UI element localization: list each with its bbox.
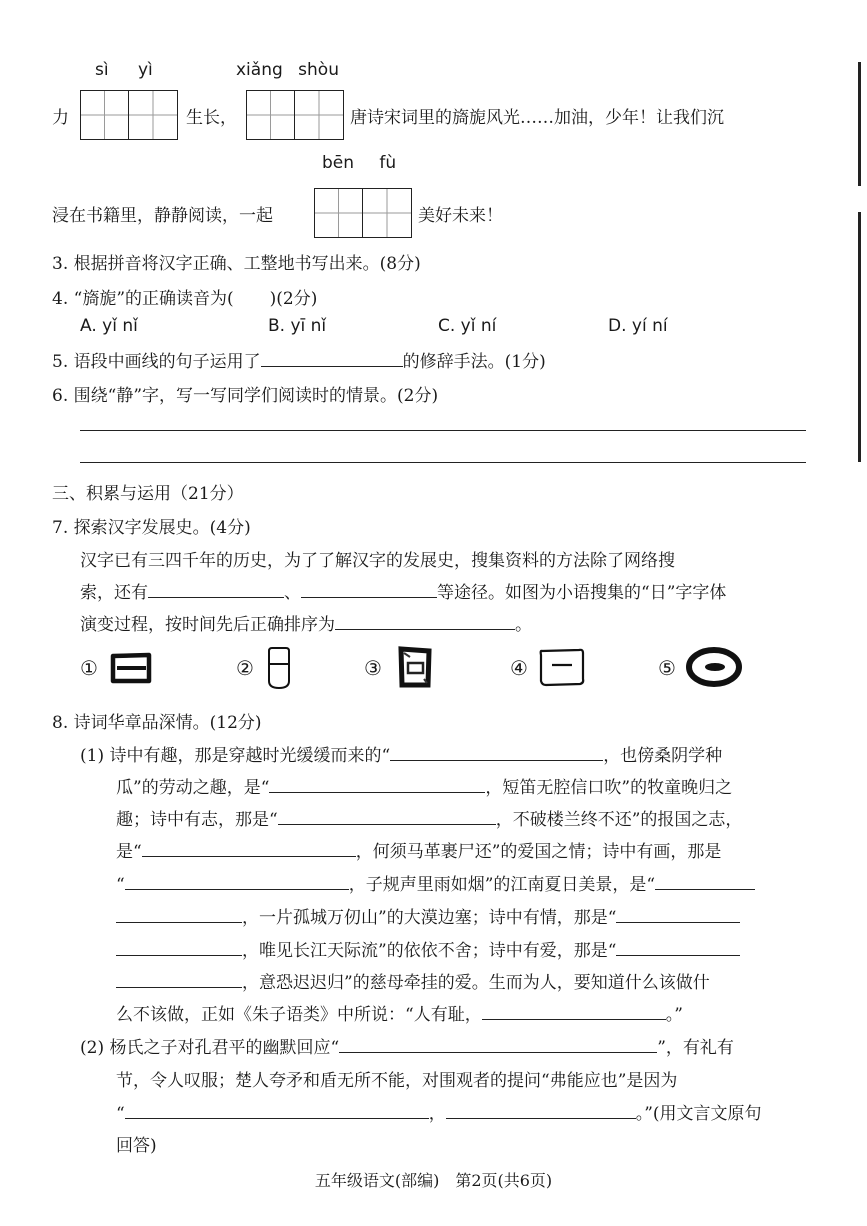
q8-text: ，一片孤城万仞山”的大漠边塞；诗中有情，那是“ [242, 908, 617, 928]
q8-blank[interactable] [125, 1100, 429, 1119]
question-5 [52, 347, 546, 372]
q8-text: ”，有礼有 [657, 1038, 734, 1058]
q8-text: ，子规声里雨如烟”的江南夏日美景，是“ [348, 875, 656, 895]
q7-text-a: 索，还有 [80, 583, 148, 603]
q8-text: 。” [665, 1005, 683, 1025]
question-4 [52, 284, 317, 309]
glyph-num-4: ④ [510, 656, 528, 680]
pinyin-siyi: sì yì [95, 60, 153, 80]
answer-grid-siyi[interactable] [80, 90, 178, 140]
grid-cell[interactable] [295, 91, 343, 139]
q8-text: ，唯见长江天际流”的依依不舍；诗中有爱，那是“ [242, 941, 617, 961]
q8-text: “ [116, 875, 125, 895]
q4-option-b[interactable]: B. yī nǐ [268, 316, 327, 336]
q8-text: ，何须马革裹尸还”的爱国之情；诗中有画，那是 [355, 842, 722, 862]
q8-text: (1) 诗中有趣，那是穿越时光缓缓而来的“ [80, 746, 391, 766]
ri-glyph-3-image [396, 645, 434, 689]
grid-cell[interactable] [81, 91, 129, 139]
grid-cell[interactable] [363, 189, 411, 237]
q8-line [116, 870, 755, 895]
q8-blank[interactable] [116, 937, 242, 956]
q7-text-c: 等途径。如图为小语搜集的“日”字字体 [437, 583, 727, 603]
q8-blank[interactable] [616, 904, 740, 923]
q7-blank-2[interactable] [301, 579, 437, 598]
q4-option-c[interactable]: C. yǐ ní [438, 316, 497, 336]
q7-text [80, 610, 532, 635]
q7-text [80, 578, 726, 603]
q7-text-d: 演变过程，按时间先后正确排序为 [80, 615, 335, 635]
q8-blank[interactable] [116, 904, 242, 923]
q6-answer-line-1[interactable] [80, 430, 806, 431]
q7-order-blank[interactable] [335, 611, 515, 630]
passage-text: 浸在书籍里，静静阅读，一起 [52, 206, 273, 226]
q5-answer-blank[interactable] [261, 348, 403, 367]
q7-text-b: 、 [284, 583, 301, 603]
passage-text: 美好未来！ [418, 206, 503, 226]
q8-text: ， [428, 1104, 446, 1124]
answer-grid-benfu[interactable] [314, 188, 412, 238]
q8-line [116, 837, 721, 862]
q6-answer-line-2[interactable] [80, 462, 806, 463]
q8-blank[interactable] [116, 969, 242, 988]
q8-blank[interactable] [446, 1100, 636, 1119]
q8-line [116, 968, 710, 993]
scan-edge-mark [858, 62, 861, 186]
q7-text: 汉字已有三四千年的历史，为了了解汉字的发展史，搜集资料的方法除了网络搜 [80, 551, 675, 571]
q8-text: 瓜”的劳动之趣，是“ [116, 778, 270, 798]
ri-glyph-4-image [536, 645, 588, 689]
q4-stem: 4. “旖旎”的正确读音为( [52, 289, 234, 309]
q8-text: 是“ [116, 842, 142, 862]
q8-line [116, 805, 742, 830]
glyph-num-3: ③ [364, 656, 382, 680]
q8-text: 么不该做，正如《朱子语类》中所说：“人有耻， [116, 1005, 482, 1025]
scan-edge-mark [858, 212, 861, 462]
q7-text-e: 。 [515, 615, 532, 635]
page-footer: 五年级语文(部编) 第2页(共6页) [314, 1171, 553, 1190]
q8-blank[interactable] [125, 871, 349, 890]
q8-blank[interactable] [616, 937, 740, 956]
ri-glyph-2-image [264, 645, 294, 691]
q8-line [80, 1033, 734, 1058]
question-7-title: 7. 探索汉字发展史。(4分) [52, 518, 251, 538]
q8-text: ，意恐迟迟归”的慈母牵挂的爱。生而为人，要知道什么该做什 [242, 973, 710, 993]
q4-stem-end: )(2分) [269, 289, 318, 309]
glyph-num-1: ① [80, 656, 98, 680]
q8-line [116, 1099, 762, 1124]
passage-text: 唐诗宋词里的旖旎风光……加油，少年！让我们沉 [350, 108, 724, 128]
ri-glyph-1-image [108, 650, 154, 686]
q8-text: 。”(用文言文原句 [635, 1104, 762, 1124]
q8-blank[interactable] [655, 871, 755, 890]
q8-text: ，也傍桑阴学种 [603, 746, 723, 766]
q8-blank[interactable] [482, 1001, 666, 1020]
q8-blank[interactable] [269, 774, 485, 793]
q5-stem-end: 的修辞手法。(1分) [402, 352, 546, 372]
q8-line [116, 936, 740, 961]
q8-text: “ [116, 1104, 125, 1124]
q8-line [116, 773, 732, 798]
q8-line: 回答) [116, 1136, 157, 1156]
grid-cell[interactable] [315, 189, 363, 237]
passage-text: 生长， [186, 108, 237, 128]
section-3-heading: 三、积累与运用（21分） [52, 484, 244, 504]
ri-glyph-5-image [684, 645, 744, 689]
q7-blank-1[interactable] [148, 579, 284, 598]
q8-text: (2) 杨氏之子对孔君平的幽默回应“ [80, 1038, 340, 1058]
glyph-num-2: ② [236, 656, 254, 680]
q8-blank[interactable] [339, 1034, 657, 1053]
q8-line [80, 741, 722, 766]
q4-option-d[interactable]: D. yí ní [608, 316, 668, 336]
question-3: 3. 根据拼音将汉字正确、工整地书写出来。(8分) [52, 254, 421, 274]
question-6: 6. 围绕“静”字，写一写同学们阅读时的情景。(2分) [52, 386, 439, 406]
grid-cell[interactable] [247, 91, 295, 139]
passage-text: 力 [52, 108, 69, 128]
q4-answer-blank[interactable] [234, 286, 270, 304]
q8-line: 节，令人叹服；楚人夸矛和盾无所不能，对围观者的提问“弗能应也”是因为 [116, 1071, 678, 1091]
q8-blank[interactable] [142, 838, 356, 857]
q8-line [116, 903, 740, 928]
q8-text: ，不破楼兰终不还”的报国之志， [495, 810, 743, 830]
q8-blank[interactable] [390, 742, 603, 761]
q8-text: 趣；诗中有志，那是“ [116, 810, 278, 830]
answer-grid-xiangshou[interactable] [246, 90, 344, 140]
glyph-num-5: ⑤ [658, 656, 676, 680]
q8-line [116, 1000, 683, 1025]
question-8-title: 8. 诗词华章品深情。(12分) [52, 713, 262, 733]
grid-cell[interactable] [129, 91, 177, 139]
q5-stem: 5. 语段中画线的句子运用了 [52, 352, 261, 372]
pinyin-xiangshou: xiǎng shòu [236, 60, 339, 80]
q4-option-a[interactable]: A. yǐ nǐ [80, 316, 138, 336]
pinyin-benfu: bēn fù [322, 153, 397, 173]
q8-blank[interactable] [278, 806, 496, 825]
q8-text: ，短笛无腔信口吹”的牧童晚归之 [485, 778, 733, 798]
